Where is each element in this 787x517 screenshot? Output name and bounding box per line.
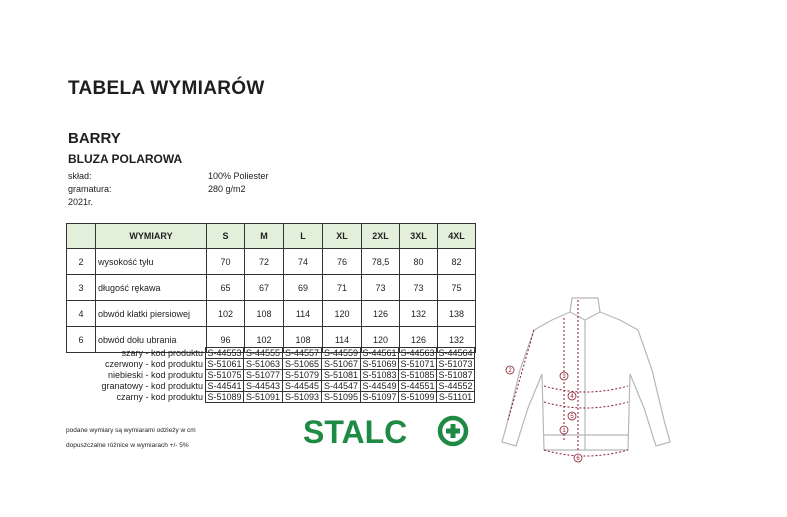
table-row <box>67 249 476 275</box>
table-row <box>66 348 475 359</box>
size-value: 132 <box>438 327 476 353</box>
table-row <box>66 392 475 403</box>
code-row-label: szary - kod produktu <box>66 348 206 359</box>
product-code: S-44564 <box>438 348 473 358</box>
size-value: 138 <box>438 301 476 327</box>
product-code: S-51063 <box>244 359 283 370</box>
table-row <box>66 381 475 392</box>
product-code: S-51061 <box>207 359 242 369</box>
row-label: obwód dołu ubrania <box>96 327 207 353</box>
table-row <box>67 275 476 301</box>
product-code: S-51079 <box>283 370 322 381</box>
note-tolerance: dopuszczalne różnice w wymiarach +/- 5% <box>66 442 189 449</box>
size-value: 69 <box>284 275 323 301</box>
meta-value-weight: 280 g/m2 <box>208 184 246 194</box>
header-number <box>67 224 96 249</box>
size-value: 126 <box>400 327 438 353</box>
size-value: 67 <box>245 275 284 301</box>
product-code: S-51081 <box>322 370 361 381</box>
figure-label: 6 <box>576 456 580 462</box>
size-value: 102 <box>207 301 245 327</box>
code-row-label: czerwony - kod produktu <box>66 359 206 370</box>
header-size-4xl: 4XL <box>438 224 476 249</box>
header-measurements: WYMIARY <box>96 224 207 249</box>
jacket-outline <box>502 298 670 450</box>
product-code: S-51071 <box>400 359 435 369</box>
size-value: 108 <box>245 301 284 327</box>
size-table-header <box>67 224 476 249</box>
figure-label: 2 <box>508 368 512 374</box>
product-code: S-51089 <box>207 392 242 402</box>
header-size-2xl: 2XL <box>362 224 400 249</box>
product-code: S-44549 <box>362 381 397 391</box>
size-value: 96 <box>207 327 245 353</box>
size-value: 114 <box>323 327 362 353</box>
row-number: 3 <box>67 275 96 301</box>
logo-text: STALC <box>303 414 408 450</box>
row-label: długość rękawa <box>96 275 207 301</box>
size-value: 102 <box>245 327 284 353</box>
code-row-label: niebieski - kod produktu <box>66 370 206 381</box>
figure-label: 3 <box>562 374 566 380</box>
product-code: S-51065 <box>283 359 322 370</box>
row-number: 2 <box>67 249 96 275</box>
size-value: 126 <box>362 301 400 327</box>
product-code: S-44563 <box>400 348 435 358</box>
product-code: S-51083 <box>362 370 397 380</box>
table-row <box>66 370 475 381</box>
header-size-m: M <box>245 224 284 249</box>
product-code: S-44561 <box>362 348 397 358</box>
figure-label: 5 <box>570 414 574 420</box>
product-code: S-51095 <box>322 392 361 403</box>
size-value: 132 <box>400 301 438 327</box>
size-value: 120 <box>362 327 400 353</box>
product-code: S-44547 <box>322 381 361 392</box>
model-name: BARRY <box>68 130 121 147</box>
table-row <box>66 359 475 370</box>
product-code: S-51073 <box>438 359 473 369</box>
size-value: 65 <box>207 275 245 301</box>
header-size-s: S <box>207 224 245 249</box>
product-code: S-51097 <box>362 392 397 402</box>
figure-label: 4 <box>570 394 574 400</box>
code-row-label: czarny - kod produktu <box>66 392 206 403</box>
row-label: wysokość tyłu <box>96 249 207 275</box>
size-value: 120 <box>323 301 362 327</box>
product-code: S-51099 <box>400 392 435 402</box>
size-value: 75 <box>438 275 476 301</box>
code-row-label: granatowy - kod produktu <box>66 381 206 392</box>
header-size-l: L <box>284 224 323 249</box>
meta-label-composition: skład: <box>68 171 92 181</box>
table-row <box>67 301 476 327</box>
measurement-lines <box>508 300 628 456</box>
product-code: S-51087 <box>438 370 473 380</box>
header-size-3xl: 3XL <box>400 224 438 249</box>
product-code: S-51067 <box>322 359 361 370</box>
fleece-jacket-measurement-diagram <box>480 290 680 475</box>
size-value: 80 <box>400 249 438 275</box>
size-value: 73 <box>362 275 400 301</box>
row-label: obwód klatki piersiowej <box>96 301 207 327</box>
row-number: 4 <box>67 301 96 327</box>
product-code: S-51085 <box>400 370 435 380</box>
product-code: S-44553 <box>207 348 242 358</box>
product-code: S-51069 <box>362 359 397 369</box>
size-value: 82 <box>438 249 476 275</box>
meta-label-weight: gramatura: <box>68 184 112 194</box>
size-value: 74 <box>284 249 323 275</box>
page-title: TABELA WYMIARÓW <box>68 78 265 99</box>
product-code: S-44552 <box>438 381 473 391</box>
size-value: 78,5 <box>362 249 400 275</box>
size-value: 70 <box>207 249 245 275</box>
product-code: S-44551 <box>400 381 435 391</box>
size-value: 73 <box>400 275 438 301</box>
size-value: 72 <box>245 249 284 275</box>
product-code: S-44545 <box>283 381 322 392</box>
product-code: S-51077 <box>244 370 283 381</box>
product-code: S-51075 <box>207 370 242 380</box>
size-table <box>66 223 476 353</box>
product-code: S-51101 <box>437 392 475 403</box>
product-code: S-44543 <box>244 381 283 392</box>
product-code: S-44557 <box>283 348 322 359</box>
meta-label-year: 2021r. <box>68 197 94 207</box>
size-value: 76 <box>323 249 362 275</box>
product-subtitle: BLUZA POLAROWA <box>68 152 183 166</box>
size-value: 114 <box>284 301 323 327</box>
row-number: 6 <box>67 327 96 353</box>
meta-value-composition: 100% Poliester <box>208 171 269 181</box>
header-size-xl: XL <box>323 224 362 249</box>
note-measurements-cm: podane wymiary są wymiarami odzieży w cm <box>66 427 196 434</box>
product-code: S-51093 <box>283 392 322 403</box>
product-code: S-44541 <box>207 381 242 391</box>
logo-cross-icon <box>440 418 466 444</box>
product-code: S-44559 <box>322 348 361 359</box>
size-value: 108 <box>284 327 323 353</box>
product-code: S-44555 <box>244 348 283 359</box>
product-code: S-51091 <box>244 392 283 403</box>
product-code-table <box>66 347 475 403</box>
size-value: 71 <box>323 275 362 301</box>
figure-label: 1 <box>562 428 566 434</box>
stalco-logo <box>303 412 471 457</box>
